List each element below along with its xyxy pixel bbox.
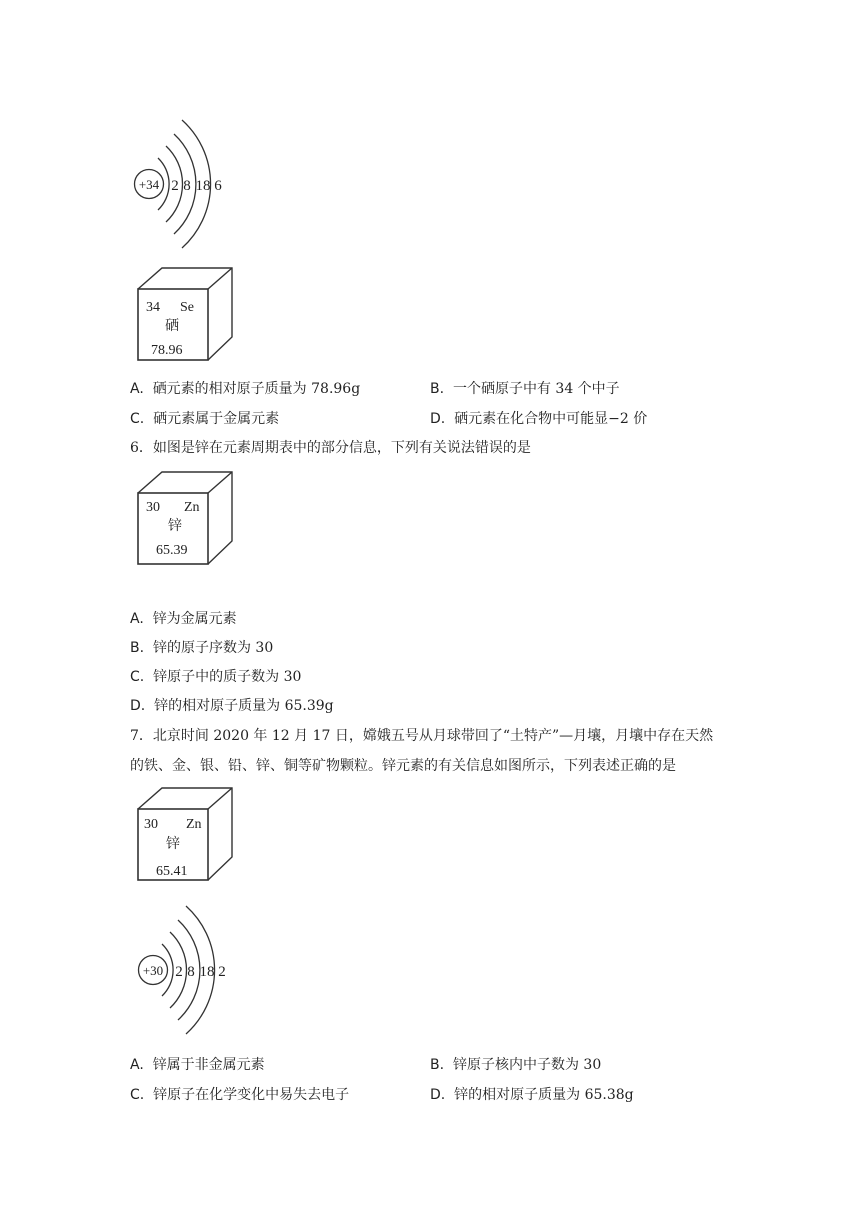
option-letter: D.: [430, 1087, 446, 1103]
nucleus-charge: +34: [138, 177, 160, 192]
shell-2-electrons: 8: [187, 964, 195, 980]
option-text: 锌为金属元素: [152, 611, 237, 627]
q6-stem: 6．如图是锌在元素周期表中的部分信息，下列有关说法错误的是: [130, 440, 531, 456]
option-letter: D.: [430, 411, 446, 427]
shell-3-electrons: 18: [199, 964, 215, 980]
zinc-element-tile-2: [136, 786, 236, 884]
option-text: 锌原子中的质子数为 30: [153, 669, 302, 685]
element-name: 硒: [165, 319, 179, 334]
option-letter: A.: [130, 381, 144, 397]
option-text: 硒元素在化合物中可能显−2 价: [454, 411, 648, 427]
atomic-mass: 78.96: [151, 343, 183, 358]
shell-2-electrons: 8: [183, 178, 191, 194]
option-letter: B.: [130, 640, 145, 656]
q6-option-c[interactable]: [130, 667, 301, 687]
element-name: 锌: [168, 519, 182, 534]
element-symbol: Se: [180, 300, 194, 315]
option-letter: B.: [430, 381, 445, 397]
element-symbol: Zn: [184, 500, 200, 515]
q6-option-b[interactable]: [130, 638, 273, 658]
option-letter: C.: [130, 411, 145, 427]
option-text: 锌的相对原子质量为 65.39g: [154, 698, 334, 714]
atomic-number: 30: [146, 500, 160, 515]
option-text: 硒元素的相对原子质量为 78.96g: [152, 381, 361, 397]
option-text: 硒元素属于金属元素: [153, 411, 280, 427]
nucleus-charge: +30: [142, 963, 164, 978]
element-name: 锌: [166, 837, 180, 852]
q7-stem-line1: 7．北京时间 2020 年 12 月 17 日，嫦娥五号从月球带回了“土特产”—月壤，月壤中存在天然: [130, 728, 714, 744]
atomic-mass: 65.41: [156, 864, 188, 879]
q5-option-a[interactable]: [130, 379, 360, 399]
option-letter: A.: [130, 1057, 144, 1073]
option-letter: A.: [130, 611, 144, 627]
q5-option-c[interactable]: [130, 409, 279, 429]
q6-option-a[interactable]: [130, 609, 237, 629]
shell-4-electrons: 2: [218, 964, 226, 980]
option-text: 锌原子核内中子数为 30: [452, 1057, 602, 1073]
option-text: 锌的相对原子质量为 65.38g: [454, 1087, 634, 1103]
q6-option-d[interactable]: [130, 696, 334, 716]
option-text: 一个硒原子中有 34 个中子: [452, 381, 620, 397]
option-text: 锌属于非金属元素: [152, 1057, 265, 1073]
selenium-element-tile: [136, 266, 236, 364]
q5-option-d[interactable]: [430, 409, 647, 429]
shell-4-electrons: 6: [214, 178, 222, 194]
zinc-element-tile: [136, 470, 236, 568]
option-letter: D.: [130, 698, 146, 714]
option-letter: C.: [130, 669, 145, 685]
shell-3-electrons: 18: [195, 178, 211, 194]
q5-option-b[interactable]: [430, 379, 620, 399]
option-text: 锌原子在化学变化中易失去电子: [153, 1087, 350, 1103]
atomic-mass: 65.39: [156, 543, 188, 558]
option-letter: B.: [430, 1057, 445, 1073]
q7-option-d[interactable]: [430, 1085, 634, 1105]
atomic-number: 34: [146, 300, 160, 315]
option-letter: C.: [130, 1087, 145, 1103]
shell-1-electrons: 2: [171, 178, 179, 194]
element-symbol: Zn: [186, 817, 202, 832]
shell-1-electrons: 2: [175, 964, 183, 980]
q7-stem-line2: 的铁、金、银、铅、锌、铜等矿物颗粒。锌元素的有关信息如图所示，下列表述正确的是: [130, 758, 676, 774]
zinc-atom-diagram: [128, 902, 228, 1042]
q7-option-b[interactable]: [430, 1055, 601, 1075]
selenium-atom-diagram: [128, 116, 228, 256]
option-text: 锌的原子序数为 30: [152, 640, 274, 656]
atomic-number: 30: [144, 817, 158, 832]
q7-option-a[interactable]: [130, 1055, 265, 1075]
q7-option-c[interactable]: [130, 1085, 349, 1105]
